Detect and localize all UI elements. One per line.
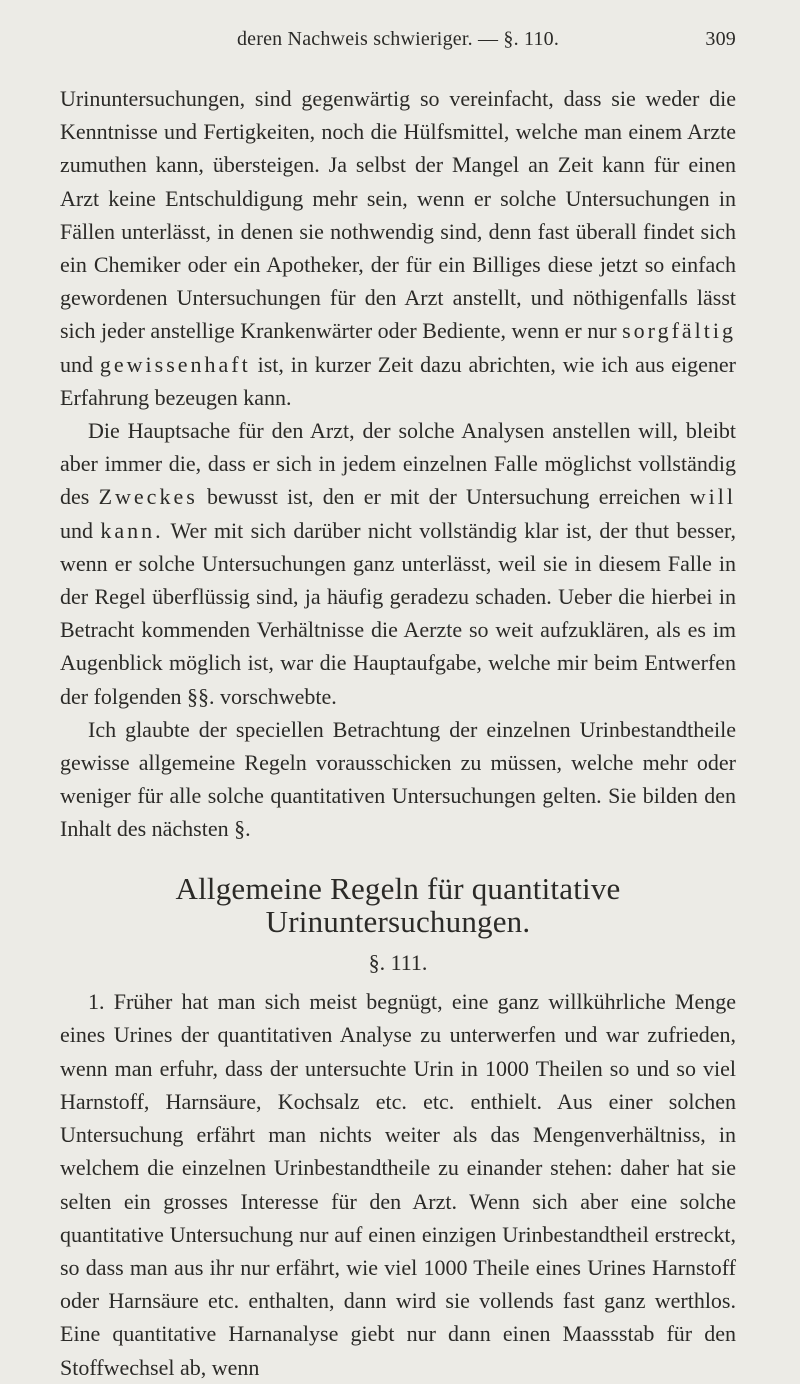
running-head-title: deren Nachweis schwieriger. — §. 110. — [236, 28, 560, 50]
text-run: Die Hauptsache für den Arzt, der solche Analysen anstellen will, bleibt aber immer die, dass er sich in jedem einzelnen Falle möglichst vollständig des — [60, 418, 736, 510]
text-run: bewusst ist, den er mit der Untersuchung erreichen — [197, 484, 690, 510]
text-run: und — [60, 517, 101, 543]
page-number: 309 — [705, 28, 736, 50]
emphasized-word: gewissenhaft — [99, 351, 251, 377]
paragraph — [60, 414, 736, 713]
text-run: Ich glaubte der speciellen Betrachtung der einzelnen Urinbestandtheile gewisse allgemeine Regeln vorausschicken zu müssen, welche mehr oder weniger für alle solche quantitativen Untersuchungen gelten. Sie bilden den Inhalt des nächsten §. — [60, 716, 736, 842]
emphasized-word: sorgfältig — [622, 318, 736, 344]
section-number: §. 111. — [368, 950, 428, 976]
paragraph: 1. Früher hat man sich meist begnügt, eine ganz willkührliche Menge eines Urines der quantitativen Analyse zu unterwerfen und war zufrieden, wenn man erfuhr, dass der untersuchte Urin in 1000 Theilen so und so viel Harnstoff, Harnsäure, Kochsalz etc. etc. enthielt. Aus einer solchen Untersuchung erfährt man nichts weiter als das Mengenverhältniss, in welchem die einzelnen Urinbestandtheile zu einander stehen: daher hat sie selten ein grosses Interesse für den Arzt. Wenn sich aber eine solche quantitative Untersuchung nur auf einen einzigen Urinbestandtheil erstreckt, so dass man aus ihr nur erfährt, wie viel 1000 Theile eines Urines Harnstoff oder Harnsäure etc. enthalten, dann wird sie vollends fast ganz werthlos. Eine quantitative Harnanalyse giebt nur dann einen Maassstab für den Stoffwechsel ab, wenn — [60, 989, 736, 1380]
paragraph — [60, 82, 736, 414]
body-text — [60, 82, 736, 1384]
text-run: ist, in kurzer Zeit dazu abrichten, wie ich aus eigener Erfahrung bezeugen kann. — [60, 351, 736, 410]
text-run: Urinuntersuchungen, sind gegenwärtig so vereinfacht, dass sie weder die Kenntnisse und Fertigkeiten, noch die Hülfsmittel, welche man einem Arzte zumuthen kann, übersteigen. Ja selbst der Mangel an Zeit kann für einen Arzt keine Entschuldigung mehr sein, wenn er solche Untersuchungen in Fällen unterlässt, in denen sie nothwendig sind, denn fast überall findet sich ein Chemiker oder ein Apotheker, der für ein Billiges diese jetzt so einfach gewordenen Untersuchungen für den Arzt anstellt, und nöthigenfalls lässt sich jeder anstellige Krankenwärter oder Bediente, wenn er nur — [60, 86, 736, 344]
section-heading: Allgemeine Regeln für quantitative Urinuntersuchungen. — [175, 870, 621, 939]
paragraph — [60, 713, 736, 846]
running-head — [60, 28, 736, 54]
text-run: und — [60, 351, 100, 377]
emphasized-word: Zweckes — [98, 484, 198, 510]
text-run: Wer mit sich darüber nicht vollständig klar ist, der thut besser, wenn er solche Untersuchungen ganz unterlässt, weil sie in diesem Falle in der Regel überflüssig sind, ja häufig geradezu schaden. Ueber die hierbei in Betracht kommenden Verhältnisse die Aerzte so weit aufzuklären, als es im Augenblick möglich ist, war die Hauptaufgabe, welche mir beim Entwerfen der folgenden §§. vorschwebte. — [60, 517, 736, 709]
emphasized-word: will — [689, 484, 737, 510]
emphasized-word: kann. — [100, 517, 164, 543]
